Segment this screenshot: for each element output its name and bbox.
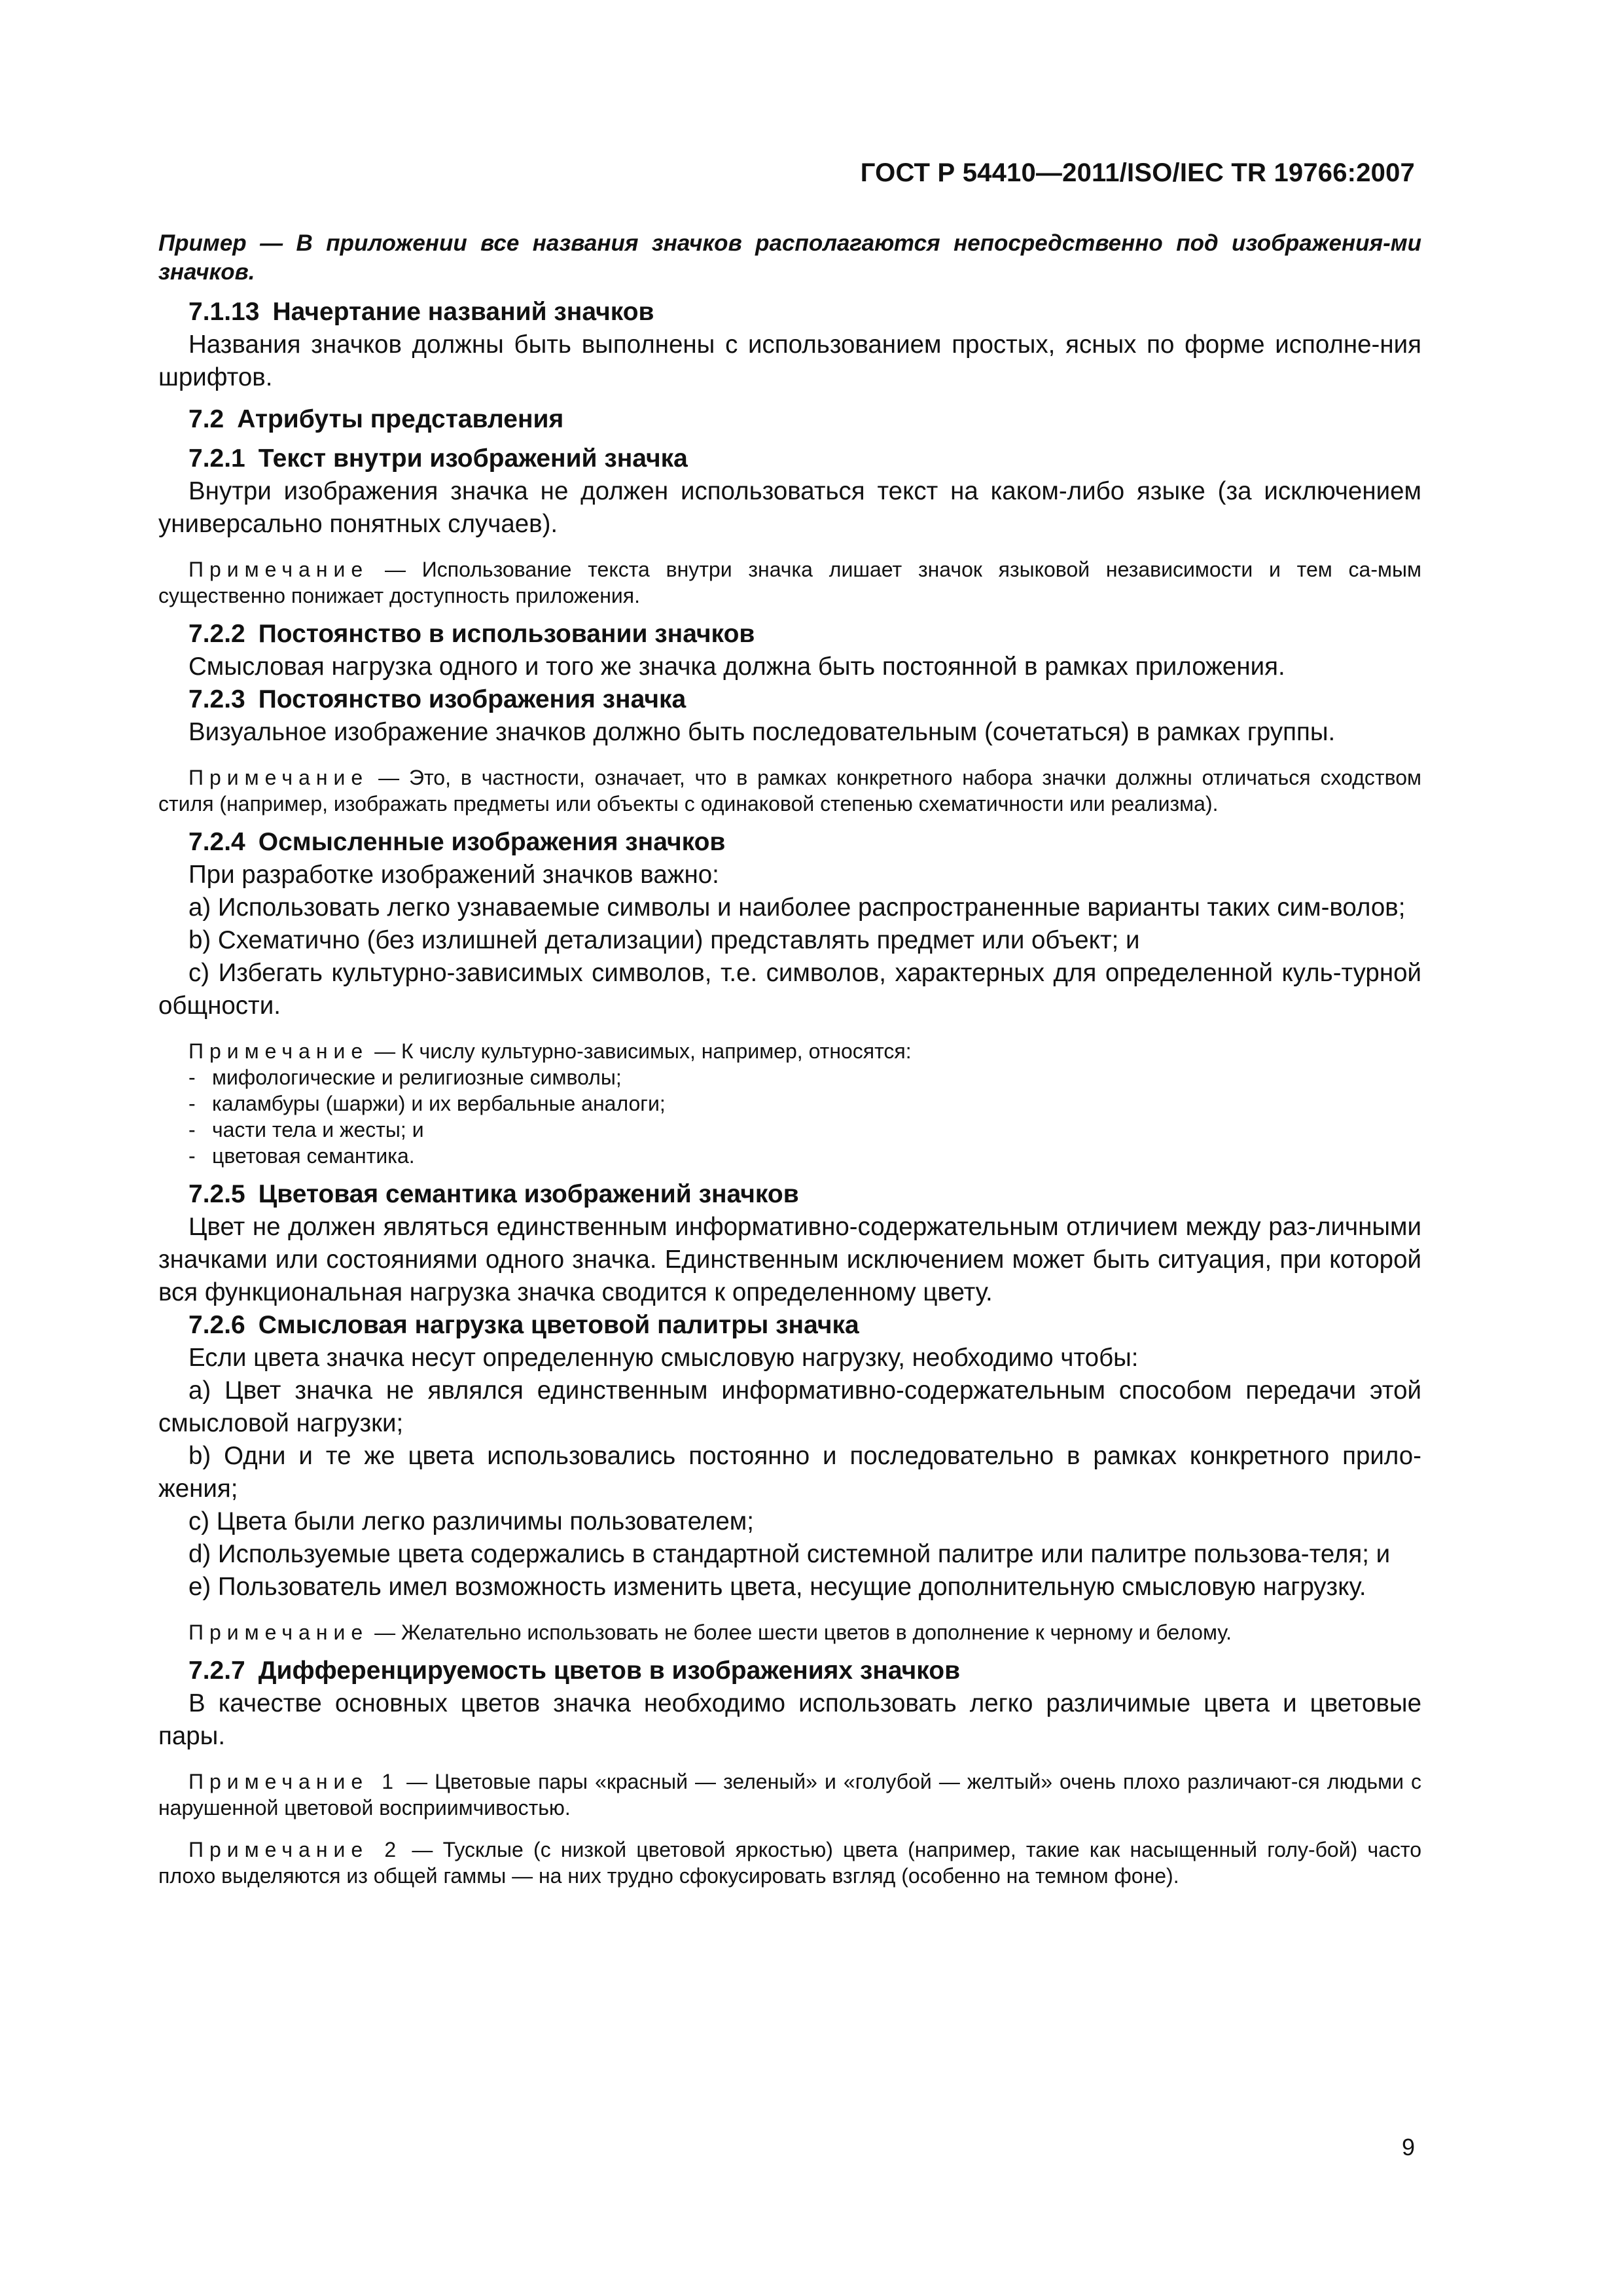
example-text: Пример — В приложении все названия значков располагаются непосредственно под изображения-ми значков. xyxy=(158,230,1421,285)
paragraph: В качестве основных цветов значка необходимо использовать легко различимые цвета и цветовые пары. xyxy=(158,1689,1421,1750)
paragraph: Цвет не должен являться единственным информативно-содержательным отличием между раз-личными значками или состояниями одного значка. Единственным исключением может быть ситуация, при которой вся функциональная нагрузка значка сводится к определенному цвету. xyxy=(158,1213,1421,1306)
section-heading-7-2-3 xyxy=(158,683,1421,716)
list-item: c) Избегать культурно-зависимых символов, т.е. символов, характерных для определенной куль-турной общности. xyxy=(158,959,1421,1020)
dash-item-text: цветовая семантика. xyxy=(212,1144,415,1168)
note-2 xyxy=(158,1837,1421,1889)
section-heading-7-2-1 xyxy=(158,442,1421,475)
section-title: Начертание названий значков xyxy=(272,298,654,326)
dash-item-text: части тела и жесты; и xyxy=(212,1118,424,1141)
section-title: Текст внутри изображений значка xyxy=(258,444,688,473)
list-item: a) Цвет значка не являлся единственным информативно-содержательным способом передачи этой смысловой нагрузки; xyxy=(158,1376,1421,1437)
note xyxy=(158,1619,1421,1645)
section-heading-7-2-7 xyxy=(158,1655,1421,1687)
section-title: Постоянство в использовании значков xyxy=(258,620,755,648)
note-text: — Использование текста внутри значка лишает значок языковой независимости и тем са-мым существенно понижает доступность приложения. xyxy=(158,558,1422,607)
list-item: d) Используемые цвета содержались в стандартной системной палитре или палитре пользова-теля; и xyxy=(188,1540,1391,1568)
note-text: — Цветовые пары «красный — зеленый» и «голубой — желтый» очень плохо различают-ся людьми с нарушенной цветовой восприимчивостью. xyxy=(158,1770,1422,1820)
section-title: Дифференцируемость цветов в изображениях значков xyxy=(258,1657,961,1685)
dash-list-item: - части тела и жесты; и xyxy=(188,1118,424,1141)
section-title: Цветовая семантика изображений значков xyxy=(258,1180,799,1208)
note-label: Примечание xyxy=(188,766,369,789)
note xyxy=(158,1038,1421,1064)
note-label: Примечание 1 xyxy=(188,1770,400,1793)
section-heading-7-2-5 xyxy=(158,1178,1421,1211)
section-number: 7.2.1 xyxy=(188,444,245,473)
section-number: 7.2.6 xyxy=(188,1311,245,1339)
dash-list-item: - цветовая семантика. xyxy=(188,1144,415,1168)
note-label: Примечание xyxy=(188,1039,369,1063)
list-item: a) Использовать легко узнаваемые символы и наиболее распространенные варианты таких сим-волов; xyxy=(188,893,1406,922)
note-text: — Желательно использовать не более шести цветов в дополнение к черному и белому. xyxy=(374,1621,1232,1644)
dash-list-item: - каламбуры (шаржи) и их вербальные аналоги; xyxy=(188,1092,666,1115)
note-text: — Тусклые (с низкой цветовой яркостью) цвета (например, такие как насыщенный голу-бой) часто плохо выделяются из общей гаммы — на них трудно сфокусировать взгляд (особенно на темном фоне). xyxy=(158,1838,1422,1888)
section-number: 7.2.4 xyxy=(188,828,245,856)
section-number: 7.2.3 xyxy=(188,685,245,713)
standard-header: ГОСТ Р 54410—2011/ISO/IEC TR 19766:2007 xyxy=(860,158,1415,187)
section-number: 7.2.5 xyxy=(188,1180,245,1208)
note-text: — Это, в частности, означает, что в рамках конкретного набора значки должны отличаться сходством стиля (например, изображать предметы или объекты с одинаковой степенью схематичности или реализма). xyxy=(158,766,1422,816)
dash-item-text: мифологические и религиозные символы; xyxy=(212,1066,622,1089)
section-heading-7-2 xyxy=(158,403,1421,436)
list-item: b) Одни и те же цвета использовались постоянно и последовательно в рамках конкретного прило-жения; xyxy=(158,1442,1421,1503)
paragraph: При разработке изображений значков важно: xyxy=(188,861,719,889)
note xyxy=(158,556,1421,609)
note-label: Примечание 2 xyxy=(188,1838,402,1861)
note-text: — К числу культурно-зависимых, например, относятся: xyxy=(374,1039,912,1063)
section-heading-7-2-2 xyxy=(158,618,1421,651)
paragraph: Если цвета значка несут определенную смысловую нагрузку, необходимо чтобы: xyxy=(188,1344,1139,1372)
note-label: Примечание xyxy=(188,1621,369,1644)
paragraph: Смысловая нагрузка одного и того же значка должна быть постоянной в рамках приложения. xyxy=(188,653,1285,681)
list-item: b) Схематично (без излишней детализации) представлять предмет или объект; и xyxy=(188,926,1140,954)
page-number: 9 xyxy=(1401,2134,1415,2161)
section-number: 7.2 xyxy=(188,405,224,433)
paragraph: Визуальное изображение значков должно быть последовательным (сочетаться) в рамках группы. xyxy=(188,718,1336,746)
list-item: e) Пользователь имел возможность изменить цвета, несущие дополнительную смысловую нагрузку. xyxy=(188,1573,1366,1601)
section-heading-7-1-13 xyxy=(158,296,1421,329)
section-number: 7.2.7 xyxy=(188,1657,245,1685)
dash-item-text: каламбуры (шаржи) и их вербальные аналоги; xyxy=(212,1092,666,1115)
section-number: 7.2.2 xyxy=(188,620,245,648)
section-number: 7.1.13 xyxy=(188,298,260,326)
section-title: Атрибуты представления xyxy=(237,405,564,433)
paragraph: Внутри изображения значка не должен использоваться текст на каком-либо языке (за исключением универсально понятных случаев). xyxy=(158,477,1421,538)
note xyxy=(158,764,1421,817)
note-label: Примечание xyxy=(188,558,369,581)
section-title: Смысловая нагрузка цветовой палитры значка xyxy=(258,1311,859,1339)
list-item: c) Цвета были легко различимы пользователем; xyxy=(188,1507,754,1535)
section-heading-7-2-4 xyxy=(158,826,1421,859)
section-title: Осмысленные изображения значков xyxy=(258,828,726,856)
note-1 xyxy=(158,1768,1421,1821)
section-heading-7-2-6 xyxy=(158,1309,1421,1342)
page-content xyxy=(158,229,1421,1889)
paragraph: Названия значков должны быть выполнены с использованием простых, ясных по форме исполне-ния шрифтов. xyxy=(158,331,1421,391)
dash-list-item: - мифологические и религиозные символы; xyxy=(188,1066,622,1089)
section-title: Постоянство изображения значка xyxy=(258,685,687,713)
